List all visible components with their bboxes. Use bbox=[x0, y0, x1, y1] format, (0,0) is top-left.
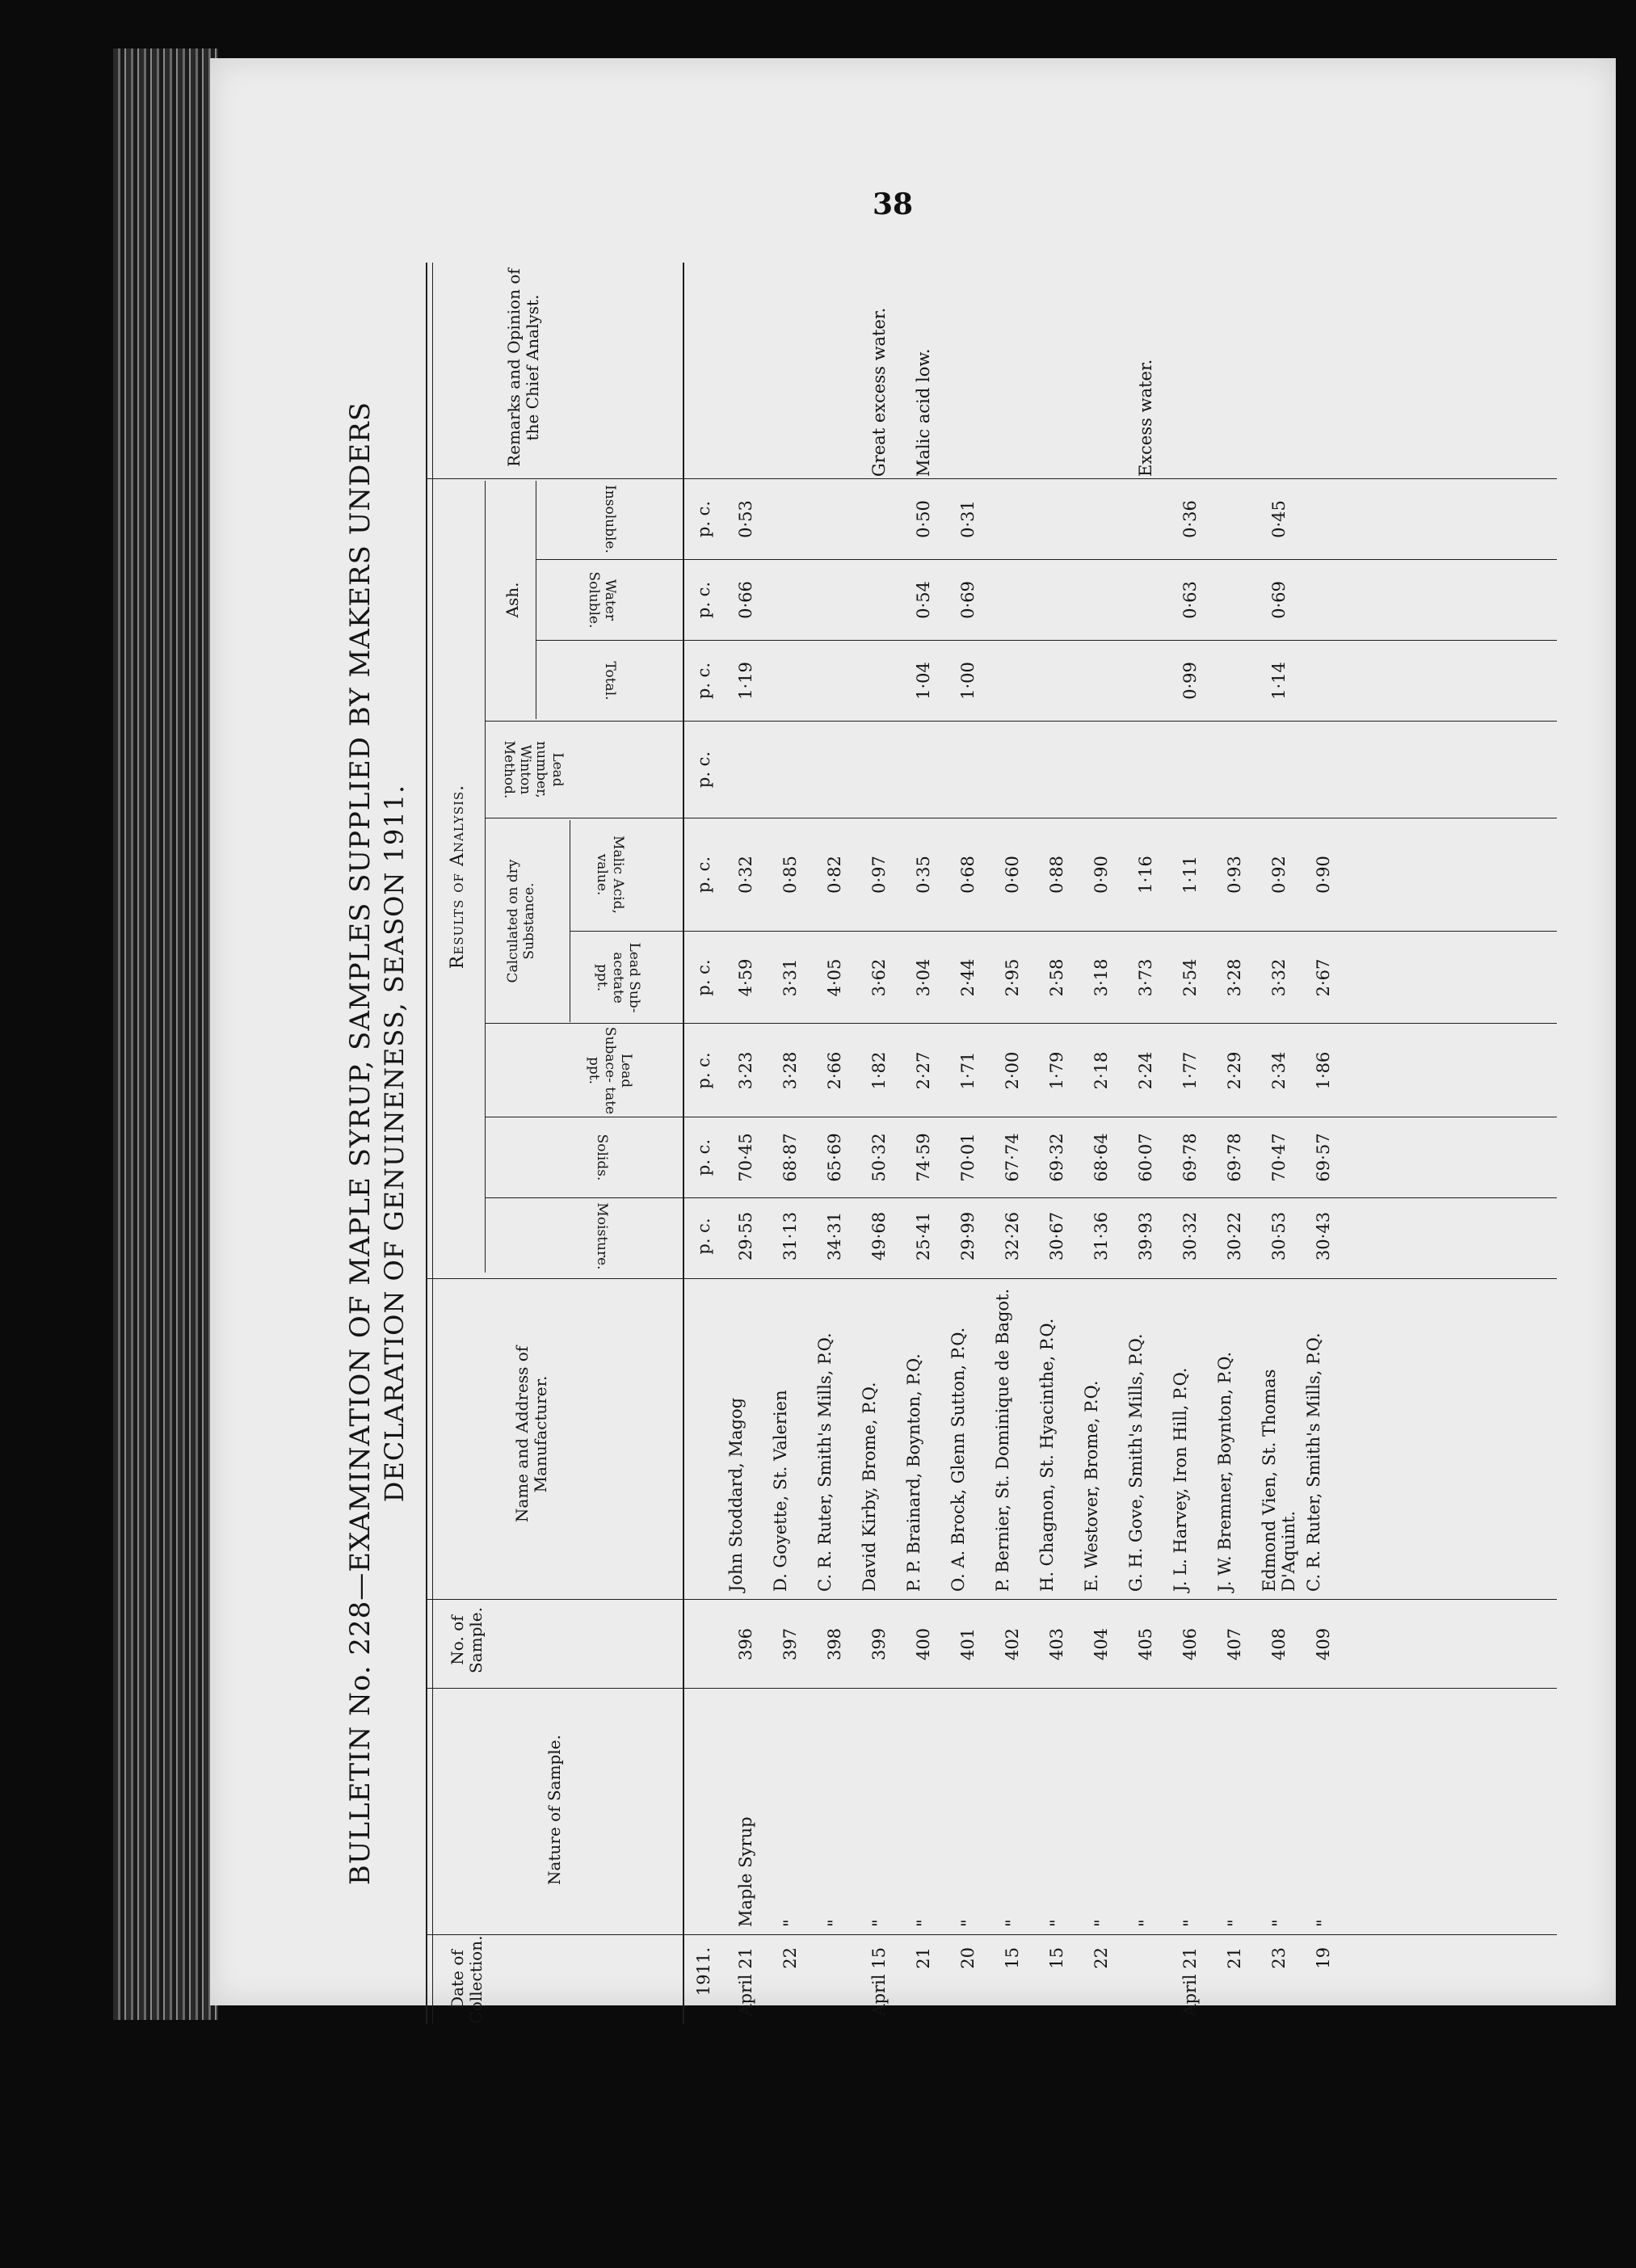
cell-remarks: Malic acid low. bbox=[914, 348, 933, 477]
cell-name: P. P. Brainard, Boynton, P.Q. bbox=[904, 1353, 923, 1592]
cell-date: 20 bbox=[958, 1947, 978, 1969]
cell-malic: 0·85 bbox=[780, 856, 800, 894]
header-ash-water: Water Soluble. bbox=[586, 571, 618, 629]
cell-moisture: 31·13 bbox=[780, 1211, 800, 1261]
cell-solids: 65·69 bbox=[825, 1133, 844, 1182]
cell-malic: 0·68 bbox=[958, 856, 978, 894]
cell-nature: " bbox=[825, 1919, 844, 1927]
cell-lead: 2·34 bbox=[1269, 1051, 1289, 1090]
header-ash-insoluble: Insoluble. bbox=[602, 485, 618, 553]
table-row bbox=[901, 263, 946, 2024]
cell-moisture: 31·36 bbox=[1091, 1211, 1111, 1261]
cell-name: G. H. Gove, Smith's Mills, P.Q. bbox=[1126, 1333, 1146, 1592]
table-row bbox=[723, 263, 768, 2024]
cell-lead: 1·82 bbox=[869, 1051, 889, 1090]
cell-solids: 50·32 bbox=[869, 1133, 889, 1182]
cell-moisture: 30·67 bbox=[1047, 1211, 1066, 1261]
cell-no: 409 bbox=[1314, 1627, 1333, 1661]
cell-lead-dry: 3·32 bbox=[1269, 958, 1289, 997]
unit-cell: p. c. bbox=[694, 662, 713, 700]
cell-water: 0·66 bbox=[736, 581, 755, 619]
cell-moisture: 30·43 bbox=[1314, 1211, 1333, 1261]
header-ash-total: Total. bbox=[602, 661, 618, 701]
cell-nature: " bbox=[1091, 1919, 1111, 1927]
table-row bbox=[768, 263, 813, 2024]
table-row bbox=[1034, 263, 1079, 2024]
cell-moisture: 30·22 bbox=[1225, 1211, 1244, 1261]
cell-lead-dry: 3·62 bbox=[869, 958, 889, 997]
cell-name: D. Goyette, St. Valerien bbox=[771, 1390, 790, 1592]
cell-date: 22 bbox=[780, 1947, 800, 1969]
cell-date: 15 bbox=[1047, 1947, 1066, 1969]
cell-solids: 67·74 bbox=[1003, 1133, 1022, 1182]
header-winton: Lead number, Winton Method. bbox=[501, 740, 566, 799]
table-row bbox=[990, 263, 1035, 2024]
table-row bbox=[856, 263, 902, 2024]
unit-cell: p. c. bbox=[694, 856, 713, 894]
cell-lead-dry: 3·31 bbox=[780, 958, 800, 997]
cell-malic: 1·16 bbox=[1136, 856, 1155, 894]
rule-top bbox=[426, 263, 427, 2024]
unit-cell: p. c. bbox=[694, 1138, 713, 1176]
cell-date: April 21 bbox=[736, 1947, 755, 2017]
rule-header-bottom bbox=[683, 263, 684, 2024]
cell-nature: " bbox=[1180, 1919, 1200, 1927]
cell-remarks: Excess water. bbox=[1136, 359, 1155, 477]
cell-name: John Stoddard, Magog bbox=[726, 1397, 746, 1592]
header-lead-sub-dry: Lead Sub- acetate ppt. bbox=[594, 942, 642, 1013]
cell-malic: 0·92 bbox=[1269, 856, 1289, 894]
cell-nature: " bbox=[1269, 1919, 1289, 1927]
header-moisture: Moisture. bbox=[594, 1202, 610, 1270]
cell-malic: 0·82 bbox=[825, 856, 844, 894]
cell-nature: Maple Syrup bbox=[736, 1816, 755, 1927]
cell-total: 1·04 bbox=[914, 662, 933, 700]
cell-lead: 1·77 bbox=[1180, 1051, 1200, 1090]
cell-moisture: 29·55 bbox=[736, 1211, 755, 1261]
cell-lead: 2·27 bbox=[914, 1051, 933, 1090]
cell-malic: 0·97 bbox=[869, 856, 889, 894]
unit-cell: p. c. bbox=[694, 1218, 713, 1255]
cell-moisture: 39·93 bbox=[1136, 1211, 1155, 1261]
table-row bbox=[1301, 263, 1346, 2024]
cell-lead: 1·86 bbox=[1314, 1051, 1333, 1090]
cell-solids: 70·45 bbox=[736, 1133, 755, 1182]
cell-name: Edmond Vien, St. Thomas D'Aquint. bbox=[1260, 1369, 1298, 1592]
cell-lead: 3·28 bbox=[780, 1051, 800, 1090]
cell-lead: 2·66 bbox=[825, 1051, 844, 1090]
cell-malic: 0·90 bbox=[1314, 856, 1333, 894]
header-ash: Ash. bbox=[503, 582, 522, 618]
cell-nature: " bbox=[1225, 1919, 1244, 1927]
cell-nature: " bbox=[869, 1919, 889, 1927]
cell-date: 21 bbox=[1225, 1947, 1244, 1969]
unit-cell: p. c. bbox=[694, 959, 713, 996]
cell-lead: 2·24 bbox=[1136, 1051, 1155, 1090]
cell-malic: 0·35 bbox=[914, 856, 933, 894]
cell-name: J. W. Bremner, Boynton, P.Q. bbox=[1215, 1351, 1234, 1592]
cell-solids: 68·87 bbox=[780, 1133, 800, 1182]
cell-no: 407 bbox=[1225, 1627, 1244, 1661]
cell-name: P. Bernier, St. Dominique de Bagot. bbox=[993, 1288, 1012, 1592]
cell-lead: 1·71 bbox=[958, 1051, 978, 1090]
cell-insol: 0·36 bbox=[1180, 500, 1200, 538]
book-gutter bbox=[113, 48, 218, 2020]
table-row bbox=[1079, 263, 1124, 2024]
cell-no: 398 bbox=[825, 1627, 844, 1661]
cell-lead-dry: 3·04 bbox=[914, 958, 933, 997]
header-date: Date of Collection. bbox=[448, 1935, 486, 2024]
cell-water: 0·54 bbox=[914, 581, 933, 619]
cell-moisture: 29·99 bbox=[958, 1211, 978, 1261]
cell-date: 19 bbox=[1314, 1947, 1333, 1969]
cell-lead-dry: 3·28 bbox=[1225, 958, 1244, 997]
cell-malic: 0·32 bbox=[736, 856, 755, 894]
cell-total: 1·00 bbox=[958, 662, 978, 700]
cell-moisture: 30·32 bbox=[1180, 1211, 1200, 1261]
header-solids: Solids. bbox=[594, 1134, 610, 1181]
cell-malic: 0·90 bbox=[1091, 856, 1111, 894]
cell-no: 404 bbox=[1091, 1627, 1111, 1661]
cell-moisture: 25·41 bbox=[914, 1211, 933, 1261]
cell-date: 15 bbox=[1003, 1947, 1022, 1969]
cell-date: April 15 bbox=[869, 1947, 889, 2017]
table-row bbox=[1167, 263, 1213, 2024]
cell-insol: 0·50 bbox=[914, 500, 933, 538]
year-label: 1911. bbox=[694, 1947, 713, 1997]
cell-date: April 21 bbox=[1180, 1947, 1200, 2017]
table-row bbox=[812, 263, 857, 2024]
cell-name: H. Chagnon, St. Hyacinthe, P.Q. bbox=[1037, 1318, 1057, 1592]
header-no: No. of Sample. bbox=[448, 1607, 486, 1673]
units-row bbox=[688, 263, 720, 2024]
cell-water: 0·69 bbox=[1269, 581, 1289, 619]
cell-total: 0·99 bbox=[1180, 662, 1200, 700]
cell-no: 399 bbox=[869, 1627, 889, 1661]
cell-no: 400 bbox=[914, 1627, 933, 1661]
rotated-table-region bbox=[327, 263, 1555, 2024]
header-results: Results of Analysis. bbox=[448, 784, 468, 970]
header-calc-group: Calculated on dry Substance. bbox=[505, 859, 537, 983]
cell-date: 21 bbox=[914, 1947, 933, 1969]
cell-solids: 69·57 bbox=[1314, 1133, 1333, 1182]
cell-remarks: Great excess water. bbox=[869, 307, 889, 477]
cell-no: 408 bbox=[1269, 1627, 1289, 1661]
cell-malic: 0·93 bbox=[1225, 856, 1244, 894]
cell-lead-dry: 2·58 bbox=[1047, 958, 1066, 997]
cell-insol: 0·31 bbox=[958, 500, 978, 538]
header-nature: Nature of Sample. bbox=[545, 1735, 564, 1885]
cell-lead: 2·29 bbox=[1225, 1051, 1244, 1090]
cell-lead-dry: 4·05 bbox=[825, 958, 844, 997]
cell-solids: 69·32 bbox=[1047, 1133, 1066, 1182]
cell-insol: 0·45 bbox=[1269, 500, 1289, 538]
header-malic: Malic Acid, value. bbox=[594, 835, 626, 914]
cell-name: E. Westover, Brome, P.Q. bbox=[1082, 1380, 1101, 1592]
cell-nature: " bbox=[1047, 1919, 1066, 1927]
cell-nature: " bbox=[958, 1919, 978, 1927]
cell-date: 23 bbox=[1269, 1947, 1289, 1969]
cell-moisture: 32·26 bbox=[1003, 1211, 1022, 1261]
unit-cell: p. c. bbox=[694, 751, 713, 789]
cell-water: 0·69 bbox=[958, 581, 978, 619]
cell-lead: 3·23 bbox=[736, 1051, 755, 1090]
cell-no: 406 bbox=[1180, 1627, 1200, 1661]
page-number: 38 bbox=[873, 187, 914, 221]
cell-solids: 69·78 bbox=[1180, 1133, 1200, 1182]
cell-name: J. L. Harvey, Iron Hill, P.Q. bbox=[1171, 1367, 1190, 1592]
cell-moisture: 34·31 bbox=[825, 1211, 844, 1261]
cell-no: 401 bbox=[958, 1627, 978, 1661]
rule-results bbox=[485, 481, 486, 1273]
cell-nature: " bbox=[780, 1919, 800, 1927]
cell-lead: 2·00 bbox=[1003, 1051, 1022, 1090]
cell-water: 0·63 bbox=[1180, 581, 1200, 619]
unit-cell: p. c. bbox=[694, 1052, 713, 1089]
cell-malic: 0·60 bbox=[1003, 856, 1022, 894]
cell-lead-dry: 2·44 bbox=[958, 958, 978, 997]
cell-no: 402 bbox=[1003, 1627, 1022, 1661]
table-row bbox=[1123, 263, 1168, 2024]
cell-solids: 60·07 bbox=[1136, 1133, 1155, 1182]
header-remarks: Remarks and Opinion of the Chief Analyst. bbox=[504, 268, 542, 467]
cell-insol: 0·53 bbox=[736, 500, 755, 538]
table-row bbox=[1256, 263, 1302, 2024]
cell-name: O. A. Brock, Glenn Sutton, P.Q. bbox=[948, 1327, 968, 1592]
header-name: Name and Address of Manufacturer. bbox=[512, 1345, 550, 1523]
cell-no: 403 bbox=[1047, 1627, 1066, 1661]
bulletin-title bbox=[343, 384, 411, 1903]
cell-date: 22 bbox=[1091, 1947, 1111, 1969]
cell-nature: " bbox=[914, 1919, 933, 1927]
cell-solids: 68·64 bbox=[1091, 1133, 1111, 1182]
cell-lead-dry: 2·67 bbox=[1314, 958, 1333, 997]
cell-no: 397 bbox=[780, 1627, 800, 1661]
cell-lead-dry: 4·59 bbox=[736, 958, 755, 997]
table-row bbox=[1212, 263, 1257, 2024]
cell-solids: 74·59 bbox=[914, 1133, 933, 1182]
cell-nature: " bbox=[1136, 1919, 1155, 1927]
cell-nature: " bbox=[1003, 1919, 1022, 1927]
cell-solids: 70·47 bbox=[1269, 1133, 1289, 1182]
cell-lead-dry: 2·95 bbox=[1003, 958, 1022, 997]
cell-solids: 69·78 bbox=[1225, 1133, 1244, 1182]
title-line-1: BULLETIN No. 228—EXAMINATION OF MAPLE SYRUP, SAMPLES SUPPLIED BY MAKERS UNDERS bbox=[344, 401, 376, 1886]
cell-lead-dry: 2·54 bbox=[1180, 958, 1200, 997]
cell-lead: 2·18 bbox=[1091, 1051, 1111, 1090]
cell-name: C. R. Ruter, Smith's Mills, P.Q. bbox=[815, 1332, 835, 1592]
cell-no: 396 bbox=[736, 1627, 755, 1661]
cell-no: 405 bbox=[1136, 1627, 1155, 1661]
title-line-2: DECLARATION OF GENUINENESS, SEASON 1911. bbox=[379, 784, 410, 1503]
table-row bbox=[945, 263, 990, 2024]
unit-cell: p. c. bbox=[694, 581, 713, 619]
cell-moisture: 49·68 bbox=[869, 1211, 889, 1261]
cell-solids: 70·01 bbox=[958, 1133, 978, 1182]
cell-name: David Kirby, Brome, P.Q. bbox=[860, 1382, 879, 1592]
unit-cell: p. c. bbox=[694, 500, 713, 538]
cell-lead-dry: 3·73 bbox=[1136, 958, 1155, 997]
cell-total: 1·19 bbox=[736, 662, 755, 700]
cell-malic: 1·11 bbox=[1180, 856, 1200, 894]
cell-name: C. R. Ruter, Smith's Mills, P.Q. bbox=[1304, 1332, 1323, 1592]
rule-top-2 bbox=[432, 263, 433, 2024]
header-lead-subacetate: Lead Subace- tate ppt. bbox=[586, 1026, 634, 1115]
cell-lead: 1·79 bbox=[1047, 1051, 1066, 1090]
cell-lead-dry: 3·18 bbox=[1091, 958, 1111, 997]
cell-total: 1·14 bbox=[1269, 662, 1289, 700]
cell-malic: 0·88 bbox=[1047, 856, 1066, 894]
cell-nature: " bbox=[1314, 1919, 1333, 1927]
cell-moisture: 30·53 bbox=[1269, 1211, 1289, 1261]
